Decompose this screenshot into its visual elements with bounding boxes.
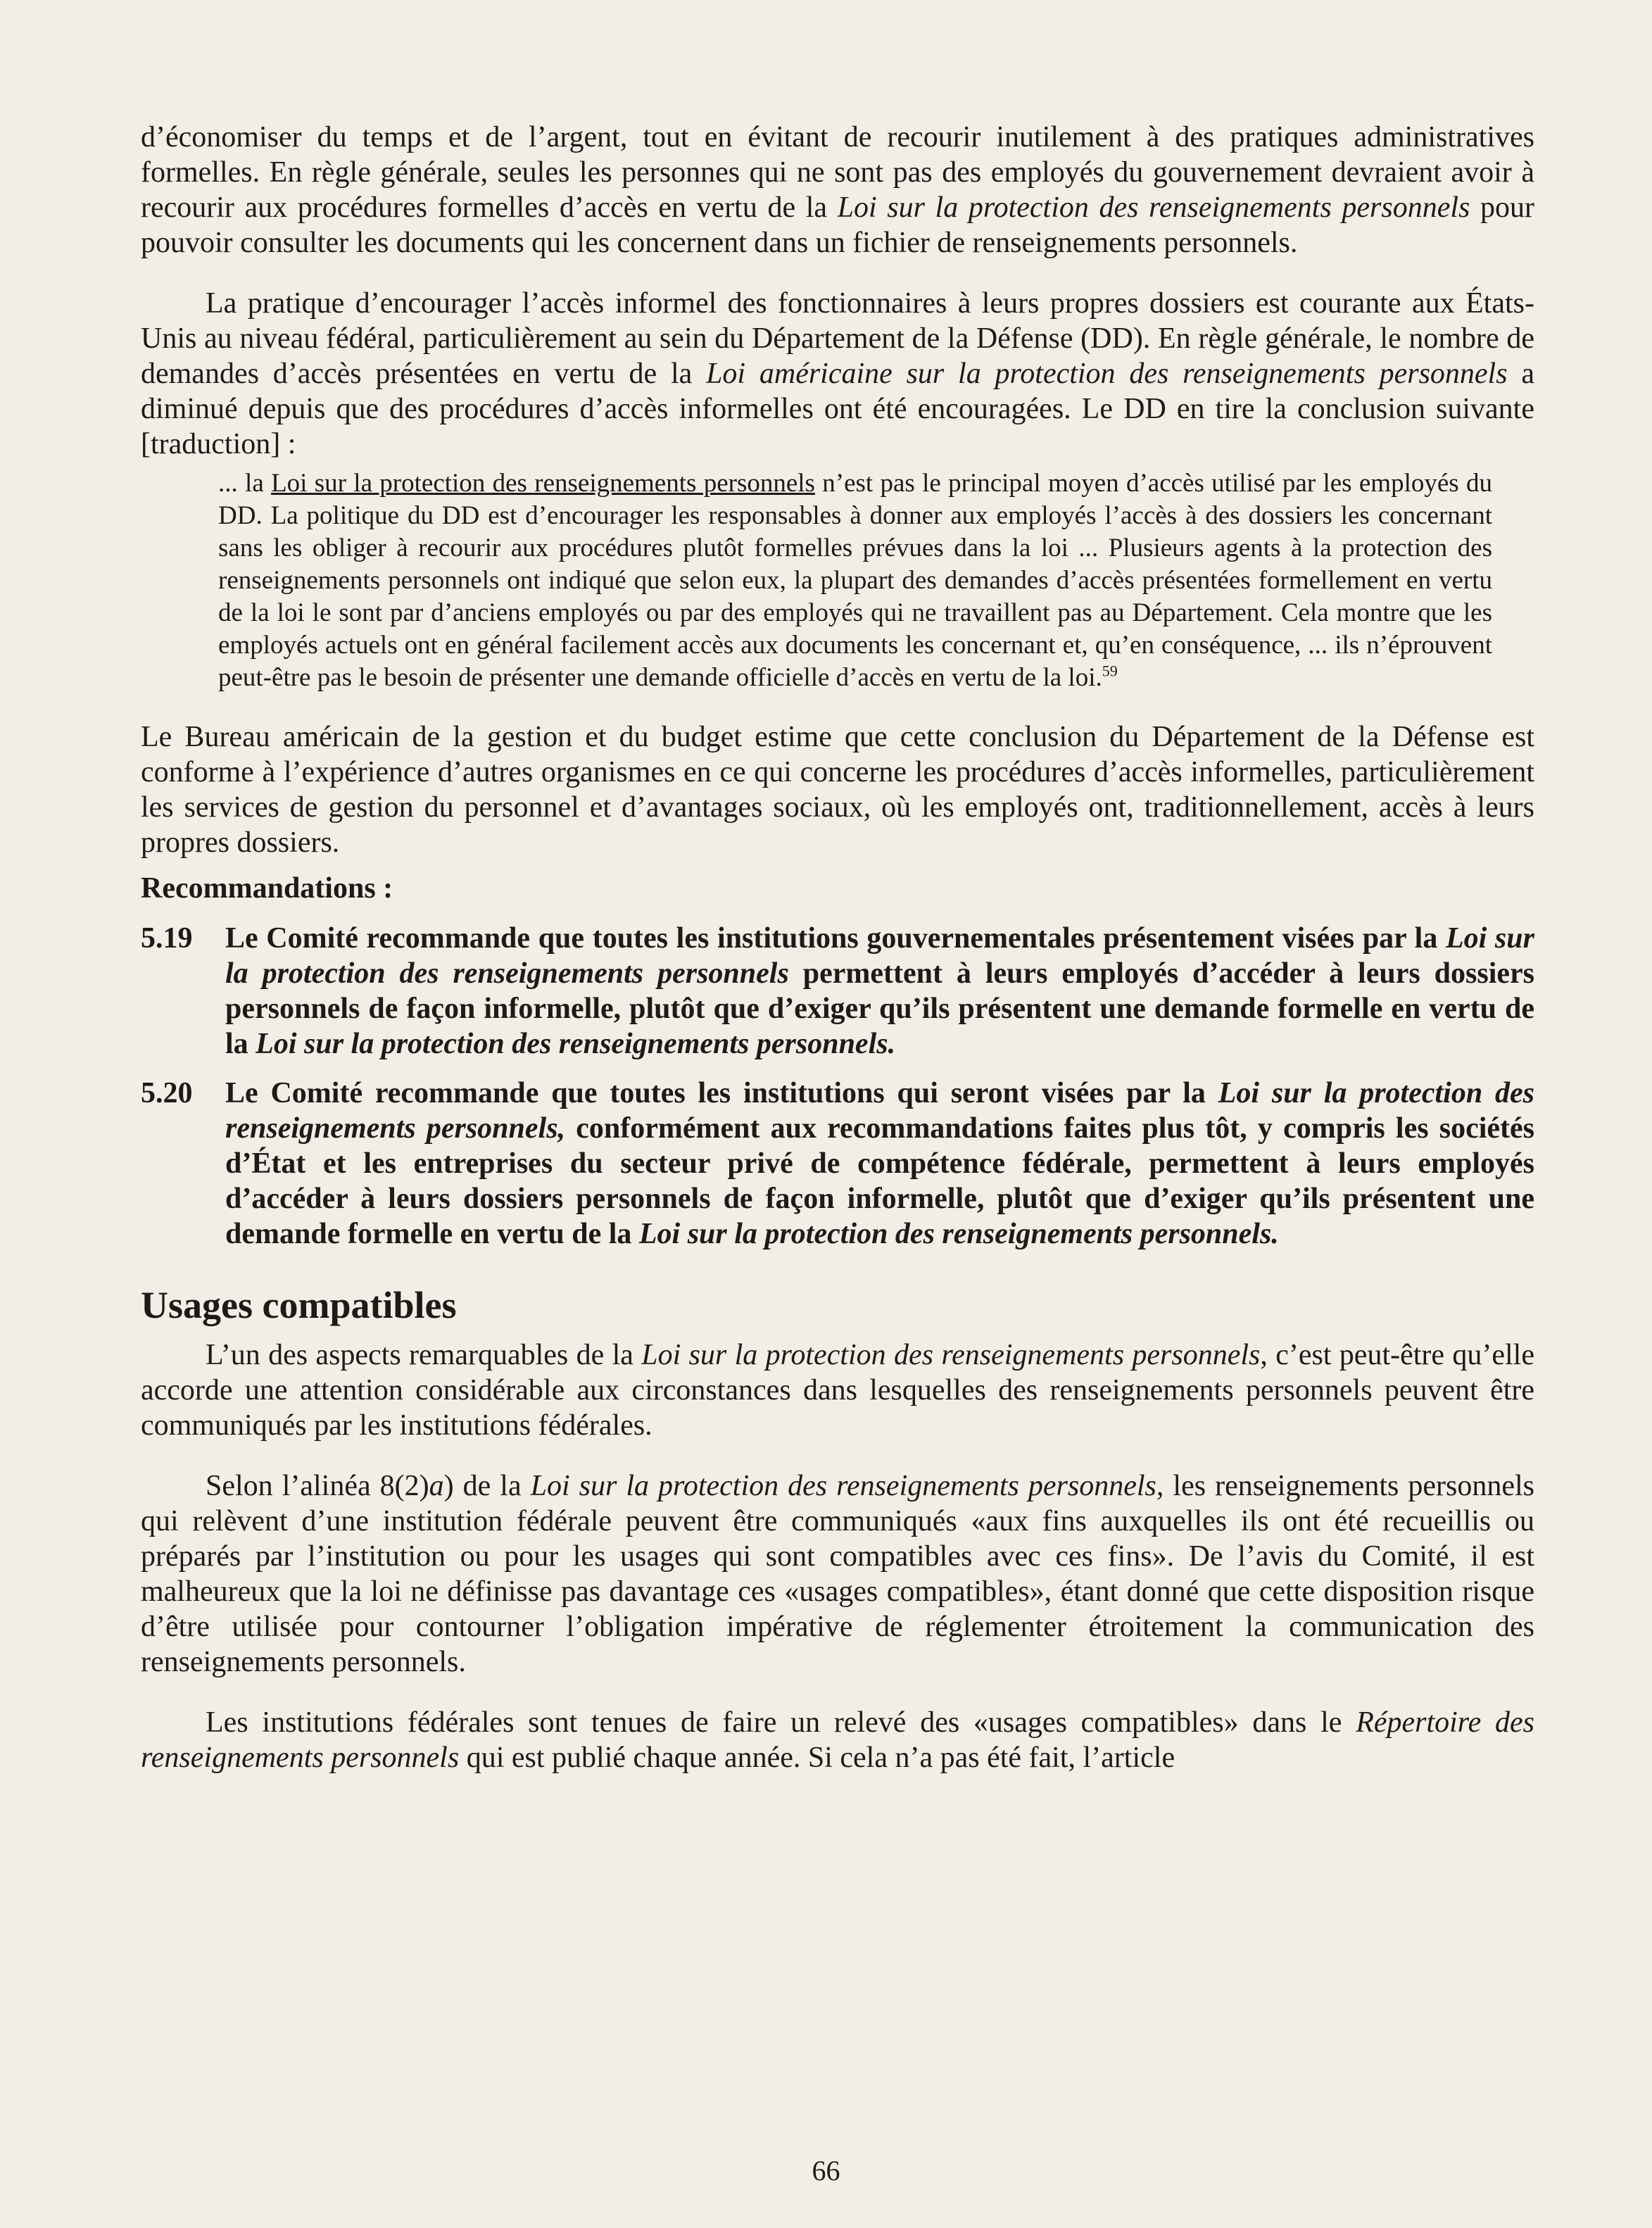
italic-run: Loi sur la protection des renseignements personnels. [638,1218,1279,1250]
paragraph-releve-usages [141,1705,1534,1775]
recommendation-text [225,1076,1534,1252]
italic-run: Répertoire des renseignements personnels [141,1706,1534,1774]
text-run: Le Bureau américain de la gestion et du budget estime que cette conclusion du Département de la Défense est conforme à l’expérience d’autres organismes en ce qui concerne les procédures d’accès informelles, particulièrement les services de gestion du personnel et d’avantages sociaux, où les employés ont, traditionnellement, accès à leurs propres dossiers. [141,721,1534,859]
recommendation-5-19 [141,921,1534,1062]
recommendation-5-20 [141,1076,1534,1252]
text-run: Le Comité recommande que toutes les institutions qui seront visées par la [225,1077,1218,1109]
italic-run: Loi sur la protection des renseignements personnels, [225,1077,1534,1145]
text-run: Les institutions fédérales sont tenues de faire un relevé des «usages compatibles» dans le [206,1706,1356,1739]
italic-run: Loi sur la protection des renseignements personnels. [256,1028,896,1060]
recommendation-text [225,921,1534,1062]
recommendation-number: 5.19 [141,922,193,955]
italic-run: Loi américaine sur la protection des renseignements personnels [706,358,1508,390]
text-run: ) de la [443,1470,531,1502]
text-run: La pratique d’encourager l’accès informel des fonctionnaires à leurs propres dossiers est courante aux États-Unis au niveau fédéral, particulièrement au sein du Département de la Défense (DD). En règle générale, le nombre de demandes d’accès présentées en vertu de la [141,287,1534,390]
italic-run: Loi sur la protection des renseignements personnels [837,191,1470,224]
text-run: Selon l’alinéa 8(2) [206,1470,429,1502]
underlined-run: Loi sur la protection des renseignements personnels [271,469,815,498]
text-run: L’un des aspects remarquables de la [206,1339,642,1371]
text-run: a diminué depuis que des procédures d’accès informelles ont été encouragées. Le DD en tire la conclusion suivante [traduction] : [141,358,1534,460]
document-page [141,120,1534,1775]
paragraph-informal-access [141,120,1534,260]
text-run: permettent à leurs employés d’accéder à leurs dossiers personnels de façon informelle, plutôt que d’exiger qu’ils présentent une demande formelle en vertu de la [225,957,1534,1060]
section-heading-usages-compatibles: Usages compatibles [141,1284,457,1326]
paragraph-us-budget-office [141,719,1534,860]
paragraph-alinea-8-2-a [141,1468,1534,1680]
footnote-ref: 59 [1102,662,1118,680]
recommendations-heading: Recommandations : [141,872,393,905]
italic-run: Loi sur la protection des renseignements personnels [225,922,1534,990]
text-run: Le Comité recommande que toutes les institutions gouvernementales présentement visées par la [225,922,1446,955]
italic-run: Loi sur la protection des renseignements personnels [530,1470,1156,1502]
text-run: conformément aux recommandations faites plus tôt, y compris les sociétés d’État et les entreprises du secteur privé de compétence fédérale, permettent à leurs employés d’accéder à leurs dossiers personnels de façon informelle, plutôt que d’exiger qu’ils présentent une demande formelle en vertu de la [225,1112,1534,1250]
text-run: d’économiser du temps et de l’argent, tout en évitant de recourir inutilement à des pratiques administratives formelles. En règle générale, seules les personnes qui ne sont pas des employés du gouvernement devraient avoir à recourir aux procédures formelles d’accès en vertu de la [141,121,1534,224]
text-run: ... la [218,469,272,498]
text-run: qui est publié chaque année. Si cela n’a pas été fait, l’article [459,1742,1175,1774]
italic-run: a [429,1470,444,1502]
paragraph-us-practice [141,286,1534,462]
italic-run: Loi sur la protection des renseignements personnels [641,1339,1261,1371]
text-run: , les renseignements personnels qui relèvent d’une institution fédérale peuvent être communiqués «aux fins auxquelles ils ont été recueillis ou préparés par l’institution ou pour les usages qui sont compatibles avec ces fins». De l’avis du Comité, il est malheureux que la loi ne définisse pas davantage ces «usages compatibles», étant donné que cette disposition risque d’être utilisée pour contourner l’obligation impérative de réglementer étroitement la communication des renseignements personnels. [141,1470,1534,1678]
block-quote-dd [218,467,1492,694]
page-number: 66 [812,2155,840,2186]
text-run: , c’est peut-être qu’elle accorde une attention considérable aux circonstances dans lesquelles des renseignements personnels peuvent être communiqués par les institutions fédérales. [141,1339,1534,1442]
text-run: pour pouvoir consulter les documents qui les concernent dans un fichier de renseignements personnels. [141,191,1534,259]
text-run: n’est pas le principal moyen d’accès utilisé par les employés du DD. La politique du DD est d’encourager les responsables à donner aux employés l’accès à des dossiers les concernant sans les obliger à recourir aux procédures plutôt formelles prévues dans la loi ... Plusieurs agents à la protection des renseignements personnels ont indiqué que selon eux, la plupart des demandes d’accès présentées formellement en vertu de la loi le sont par d’anciens employés ou par des employés qui ne travaillent pas au Département. Cela montre que les employés actuels ont en général facilement accès aux documents les concernant et, qu’en conséquence, ... ils n’éprouvent peut-être pas le besoin de présenter une demande officielle d’accès en vertu de la loi. [218,469,1492,692]
paragraph-remarkable-aspects [141,1338,1534,1443]
recommendation-number: 5.20 [141,1077,193,1109]
